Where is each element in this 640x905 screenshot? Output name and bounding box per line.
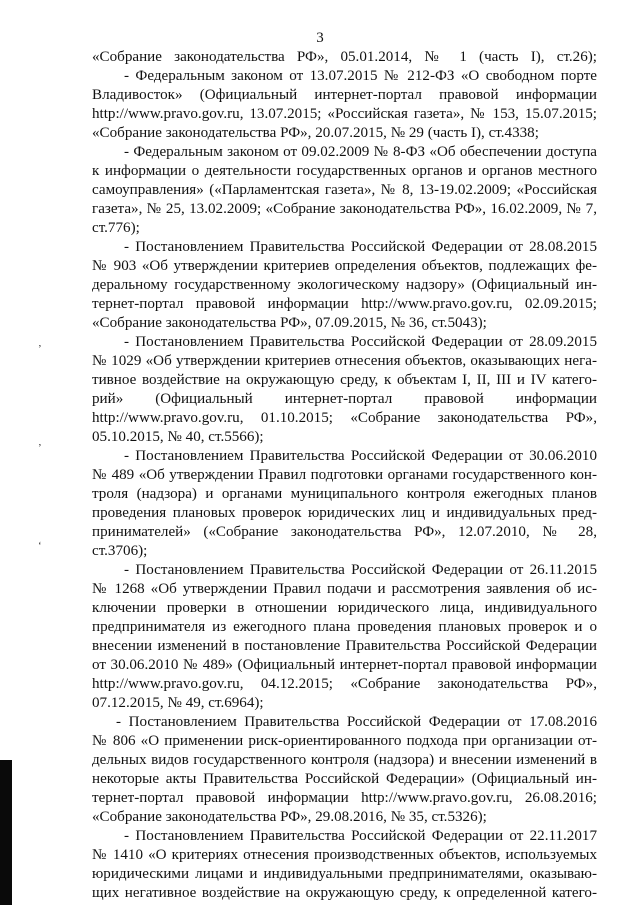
text-line: проведения плановых проверок юридических лиц и индивидуальных пред- [92, 505, 597, 521]
scan-speck: ʼ [38, 343, 42, 355]
text-line: http://www.pravo.gov.ru, 13.07.2015; «Российская газета», № 153, 15.07.2015; [92, 106, 597, 122]
text-line: дельных видов государственного контроля (надзора) и внесении изменений в [92, 752, 597, 768]
text-line: к информации о деятельности государственных органов и органов местного [92, 163, 597, 179]
text-line: Владивосток» (Официальный интернет-портал правовой информации [92, 87, 597, 103]
text-line: 05.10.2015, № 40, ст.5566); [92, 429, 264, 445]
page-number: 3 [316, 30, 324, 46]
text-line: «Собрание законодательства РФ», 29.08.2016, № 35, ст.5326); [92, 809, 487, 825]
text-line: ключении проверки в отношении юридического лица, индивидуального [92, 600, 597, 616]
text-line: внесении изменений в постановление Правительства Российской Федерации [92, 638, 597, 654]
text-line: принимателей» («Собрание законодательства РФ», 12.07.2010, № 28, [92, 524, 597, 540]
text-line: «Собрание законодательства РФ», 05.01.2014, № 1 (часть I), ст.26); [92, 49, 597, 65]
text-line: - Постановлением Правительства Российской Федерации от 28.09.2015 [124, 334, 597, 350]
text-line: http://www.pravo.gov.ru, 01.10.2015; «Собрание законодательства РФ», [92, 410, 597, 426]
scan-speck: ʼ [38, 442, 42, 454]
text-line: № 903 «Об утверждении критериев определения объектов, подлежащих фе- [92, 258, 597, 274]
text-line: - Постановлением Правительства Российской Федерации от 17.08.2016 [116, 714, 597, 730]
text-line: самоуправления» («Парламентская газета», № 8, 13-19.02.2009; «Российская [92, 182, 597, 198]
text-line: № 1410 «О критериях отнесения производственных объектов, используемых [92, 847, 597, 863]
text-line: от 30.06.2010 № 489» (Официальный интернет-портал правовой информации [92, 657, 597, 673]
text-line: 07.12.2015, № 49, ст.6964); [92, 695, 264, 711]
text-line: № 1268 «Об утверждении Правил подачи и рассмотрения заявления об ис- [92, 581, 597, 597]
text-line: тернет-портал правовой информации http://www.pravo.gov.ru, 02.09.2015; [92, 296, 597, 312]
text-line: деральному государственному экологическому надзору» (Официальный ин- [92, 277, 597, 293]
text-line: «Собрание законодательства РФ», 07.09.2015, № 36, ст.5043); [92, 315, 487, 331]
text-line: ст.776); [92, 220, 140, 236]
document-body [92, 48, 597, 903]
text-line: троля (надзора) и органами муниципального контроля ежегодных планов [92, 486, 597, 502]
text-line: - Федеральным законом от 09.02.2009 № 8-ФЗ «Об обеспечении доступа [124, 144, 597, 160]
text-line: ст.3706); [92, 543, 148, 559]
text-line: тивное воздействие на окружающую среду, к объектам I, II, III и IV катего- [92, 372, 597, 388]
text-line: № 1029 «Об утверждении критериев отнесения объектов, оказывающих нега- [92, 353, 597, 369]
text-line: «Собрание законодательства РФ», 20.07.2015, № 29 (часть I), ст.4338; [92, 125, 539, 141]
text-line: юридическими лицами и индивидуальными предпринимателями, оказываю- [92, 866, 597, 882]
text-line: № 489 «Об утверждении Правил подготовки органами государственного кон- [92, 467, 597, 483]
text-line: - Постановлением Правительства Российской Федерации от 30.06.2010 [124, 448, 597, 464]
text-line: - Постановлением Правительства Российской Федерации от 28.08.2015 [124, 239, 597, 255]
text-line: http://www.pravo.gov.ru, 04.12.2015; «Собрание законодательства РФ», [92, 676, 597, 692]
text-line: рий» (Официальный интернет-портал правовой информации [92, 391, 597, 407]
text-line: некоторые акты Правительства Российской Федерации» (Официальный ин- [92, 771, 597, 787]
text-line: щих негативное воздействие на окружающую среду, к определенной катего- [92, 885, 597, 901]
text-line: газета», № 25, 13.02.2009; «Собрание законодательства РФ», 16.02.2009, № 7, [92, 201, 597, 217]
text-line: предпринимателя из ежегодного плана проведения плановых проверок и о [92, 619, 597, 635]
text-line: - Постановлением Правительства Российской Федерации от 22.11.2017 [124, 828, 597, 844]
text-line: тернет-портал правовой информации http://www.pravo.gov.ru, 26.08.2016; [92, 790, 597, 806]
text-line: - Постановлением Правительства Российской Федерации от 26.11.2015 [124, 562, 597, 578]
text-line: - Федеральным законом от 13.07.2015 № 212-ФЗ «О свободном порте [124, 68, 597, 84]
scan-speck: ʻ [38, 540, 42, 552]
scan-edge-mark [0, 760, 12, 905]
text-line: № 806 «О применении риск-ориентированного подхода при организации от- [92, 733, 597, 749]
